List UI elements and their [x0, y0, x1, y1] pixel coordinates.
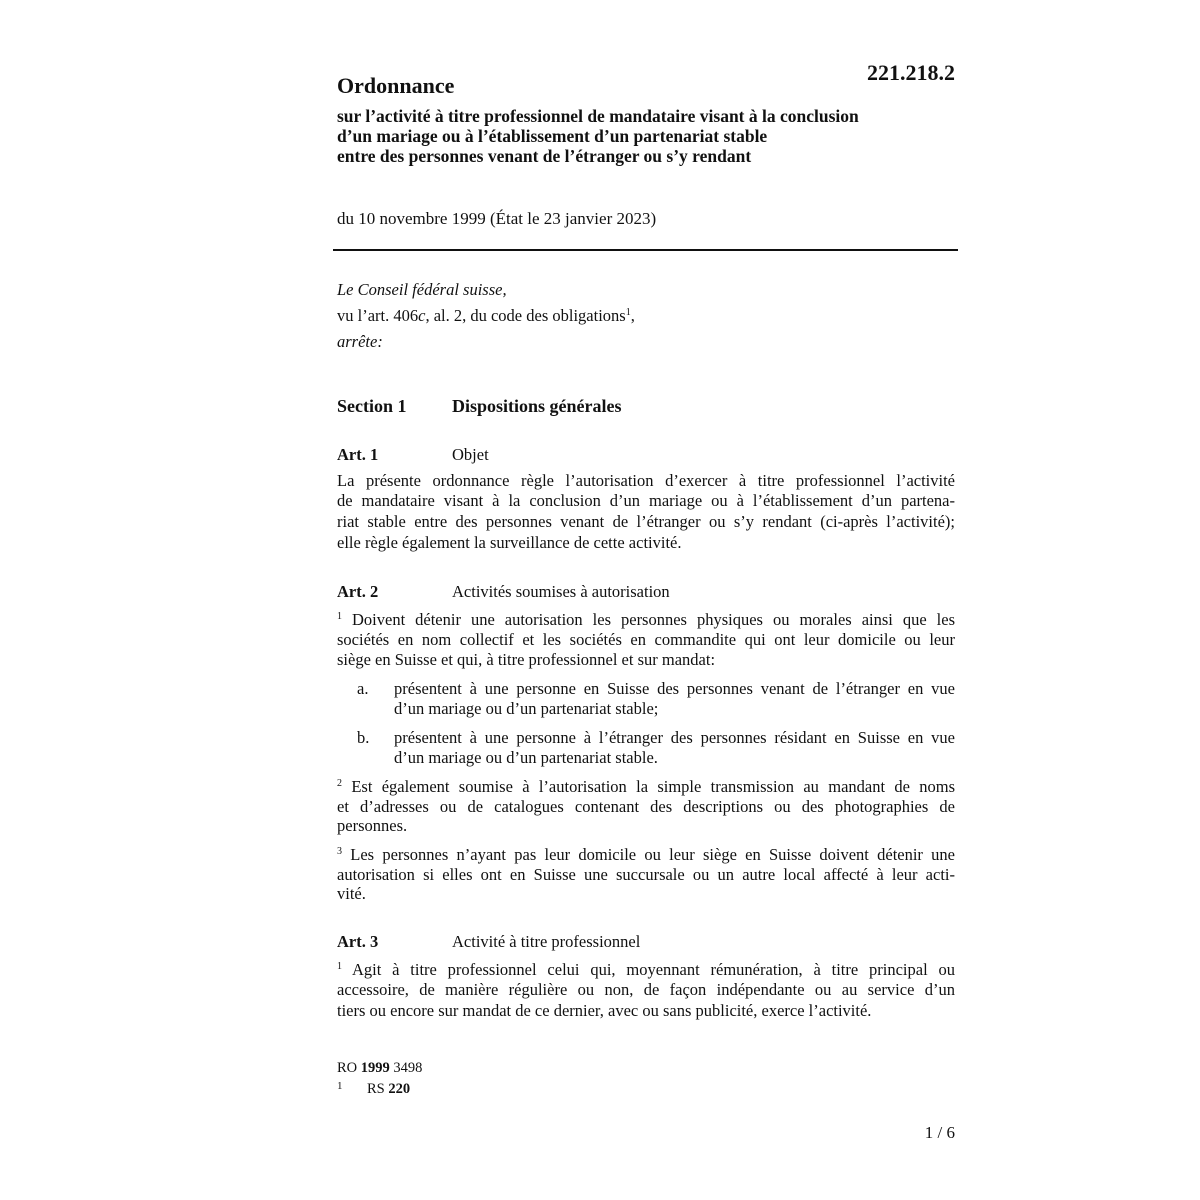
title-rule [333, 249, 958, 251]
subtitle-line: sur l’activité à titre professionnel de mandataire visant à la conclusion [337, 106, 859, 126]
article-title: Activités soumises à autorisation [452, 582, 670, 601]
basis-text: , al. 2, du code des obligations [425, 306, 626, 325]
ro-prefix: RO [337, 1060, 358, 1076]
rs-number: 220 [388, 1081, 411, 1097]
rs-prefix: RS [367, 1081, 385, 1097]
paragraph-line: et d’adresses ou de catalogues contenant des descriptions ou des photographies de [337, 797, 955, 816]
list-item-line: présentent à une personne en Suisse des personnes venant de l’étranger en vue [394, 679, 955, 698]
paragraph-line [337, 960, 955, 980]
ro-page: 3498 [393, 1060, 423, 1076]
paragraph-line: siège en Suisse et qui, à titre professionnel et sur mandat: [337, 650, 716, 669]
paragraph-number: 1 [337, 961, 342, 972]
sr-number: 221.218.2 [867, 60, 955, 85]
paragraph-line [337, 777, 955, 797]
paragraph-line [337, 845, 955, 865]
list-item-line: d’un mariage ou d’un partenariat stable; [394, 699, 659, 718]
paragraph-line [337, 610, 955, 630]
paragraph-line: riat stable entre des personnes venant de l’étranger ou s’y rendant (ci-après l’activité); [337, 512, 955, 531]
paragraph-number: 2 [337, 778, 342, 789]
paragraph-line: tiers ou encore sur mandat de ce dernier, avec ou sans publicité, exerce l’activité. [337, 1001, 872, 1020]
basis-text: vu l’art. 406 [337, 306, 419, 325]
footnote-number: 1 [337, 1080, 343, 1092]
line-text: Est également soumise à l’autorisation la simple transmission au mandant de noms [351, 777, 956, 796]
paragraph-line: personnes. [337, 816, 408, 835]
ro-year: 1999 [360, 1060, 390, 1076]
article-title: Objet [452, 445, 489, 464]
list-letter: b. [357, 728, 370, 747]
subtitle-line: entre des personnes venant de l’étranger ou s’y rendant [337, 146, 752, 166]
article-label: Art. 1 [337, 445, 379, 464]
preamble-decree: arrête: [337, 332, 383, 351]
section-title: Dispositions générales [452, 396, 622, 416]
subtitle-line: d’un mariage ou à l’établissement d’un partenariat stable [337, 126, 768, 146]
paragraph-number: 3 [337, 846, 342, 857]
article-title: Activité à titre professionnel [452, 932, 641, 951]
paragraph-line: vité. [337, 884, 366, 903]
paragraph-line: autorisation si elles ont en Suisse une succursale ou un autre local affecté à leur acti- [337, 865, 955, 884]
article-label: Art. 3 [337, 932, 379, 951]
list-item-line: d’un mariage ou d’un partenariat stable. [394, 748, 658, 767]
section-number: Section 1 [337, 396, 407, 416]
footnote-text [367, 1079, 410, 1099]
preamble-authority: Le Conseil fédéral suisse, [337, 280, 507, 299]
paragraph-number: 1 [337, 611, 342, 622]
article-label: Art. 2 [337, 582, 379, 601]
line-text: Les personnes n’ayant pas leur domicile ou leur siège en Suisse doivent détenir une [350, 845, 955, 864]
paragraph-line: de mandataire visant à la conclusion d’un mariage ou à l’établissement d’un partena- [337, 491, 955, 510]
paragraph-line: accessoire, de manière régulière ou non, de façon indépendante ou au service d’un [337, 980, 955, 999]
page-number: 1 / 6 [924, 1123, 955, 1142]
paragraph-line: elle règle également la surveillance de cette activité. [337, 533, 682, 552]
line-text: Doivent détenir une autorisation les personnes physiques ou morales ainsi que les [352, 610, 955, 629]
paragraph-line: sociétés en nom collectif et les sociétés en commandite qui ont leur domicile ou leur [337, 630, 955, 649]
line-text: Agit à titre professionnel celui qui, moyennant rémunération, à titre principal ou [351, 960, 956, 979]
footnote-ref[interactable]: 1 [625, 307, 631, 318]
document-title: Ordonnance [337, 73, 455, 98]
document-date: du 10 novembre 1999 (État le 23 janvier 2023) [337, 209, 657, 228]
basis-text: , [630, 306, 635, 325]
paragraph-line: La présente ordonnance règle l’autorisation d’exercer à titre professionnel l’activité [337, 471, 955, 490]
ro-reference [337, 1058, 422, 1078]
preamble-basis [337, 306, 635, 326]
list-item-line: présentent à une personne à l’étranger des personnes résidant en Suisse en vue [394, 728, 955, 747]
list-letter: a. [357, 679, 369, 698]
basis-letter: c [418, 306, 426, 325]
